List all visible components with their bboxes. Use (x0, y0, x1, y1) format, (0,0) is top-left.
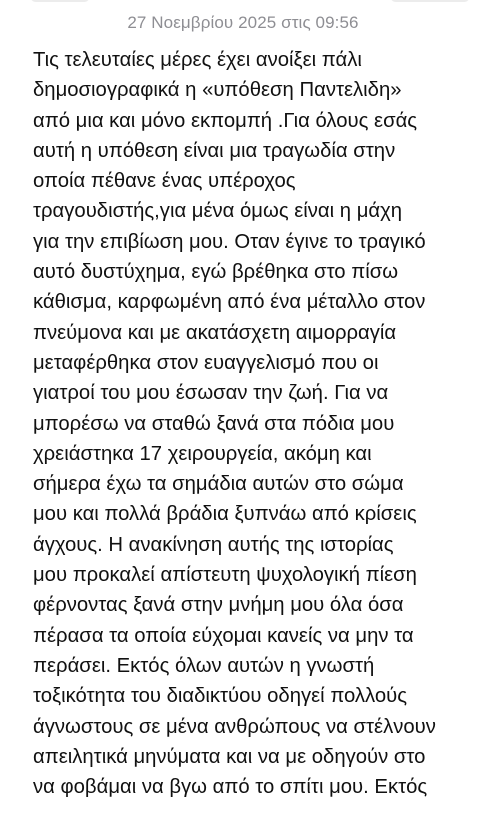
message-line: κάθισμα, καρφωμένη από ένα μέταλλο στον (33, 291, 426, 314)
top-partial-bubbles (0, 0, 486, 8)
message-line: δημοσιογραφικά η «υπόθεση Παντελιδη» (33, 79, 402, 102)
message-line: τοξικότητα του διαδικτύου οδηγεί πολλούς (33, 685, 408, 708)
message-line: για την επιβίωση μου. Οταν έγινε το τραγικό (33, 230, 426, 253)
message-line: χρειάστηκα 17 χειρουργεία, ακόμη και (33, 442, 372, 465)
message-line: τραγουδιστής,για μένα όμως είναι η μάχη (33, 200, 403, 223)
message-line: απειλητικά μηνύματα και να με οδηγούν στο (33, 745, 426, 768)
message-line: περάσει. Εκτός όλων αυτών η γνωστή (33, 654, 375, 677)
message-line: από μια και μόνο εκπομπή .Για όλους εσάς (33, 109, 418, 132)
message-line: αυτή η υπόθεση είναι μια τραγωδία στην (33, 139, 396, 162)
message-line: άγχους. Η ανακίνηση αυτής της ιστορίας (33, 533, 394, 556)
message-line: σήμερα έχω τα σημάδια αυτών στο σώμα (33, 473, 404, 496)
message-line: γιατροί του μου έσωσαν την ζωή. Για να (33, 382, 389, 405)
message-line: μπορέσω να σταθώ ξανά στα πόδια μου (33, 412, 395, 435)
message-line: οποία πέθανε ένας υπέροχος (33, 170, 296, 193)
message-line: άγνωστους σε μένα ανθρώπους να στέλνουν (33, 715, 436, 738)
message-line: αυτό δυστύχημα, εγώ βρέθηκα στο πίσω (33, 261, 399, 284)
message-line: φέρνοντας ξανά στην μνήμη μου όλα όσα (33, 594, 404, 617)
message-timestamp: 27 Νοεμβρίου 2025 στις 09:56 (127, 13, 359, 32)
message-text[interactable] (33, 45, 473, 802)
message-line: Τις τελευταίες μέρες έχει ανοίξει πάλι (33, 49, 362, 71)
message-line: να φοβάμαι να βγω από το σπίτι μου. Εκτός (33, 776, 428, 799)
message-line: πέρασα τα οποία εύχομαι κανείς να μην τα (33, 624, 414, 647)
message-line: μεταφέρθηκα στον ευαγγελισμό που οι (33, 351, 379, 374)
message-line: πνεύμονα και με ακατάσχετη αιμορραγία (33, 321, 397, 344)
partial-bubble-left (30, 0, 90, 2)
partial-bubble-right (390, 0, 470, 2)
message-line: μου και πολλά βράδια ξυπνάω από κρίσεις (33, 503, 417, 526)
message-line: μου προκαλεί απίστευτη ψυχολογική πίεση (33, 564, 417, 587)
